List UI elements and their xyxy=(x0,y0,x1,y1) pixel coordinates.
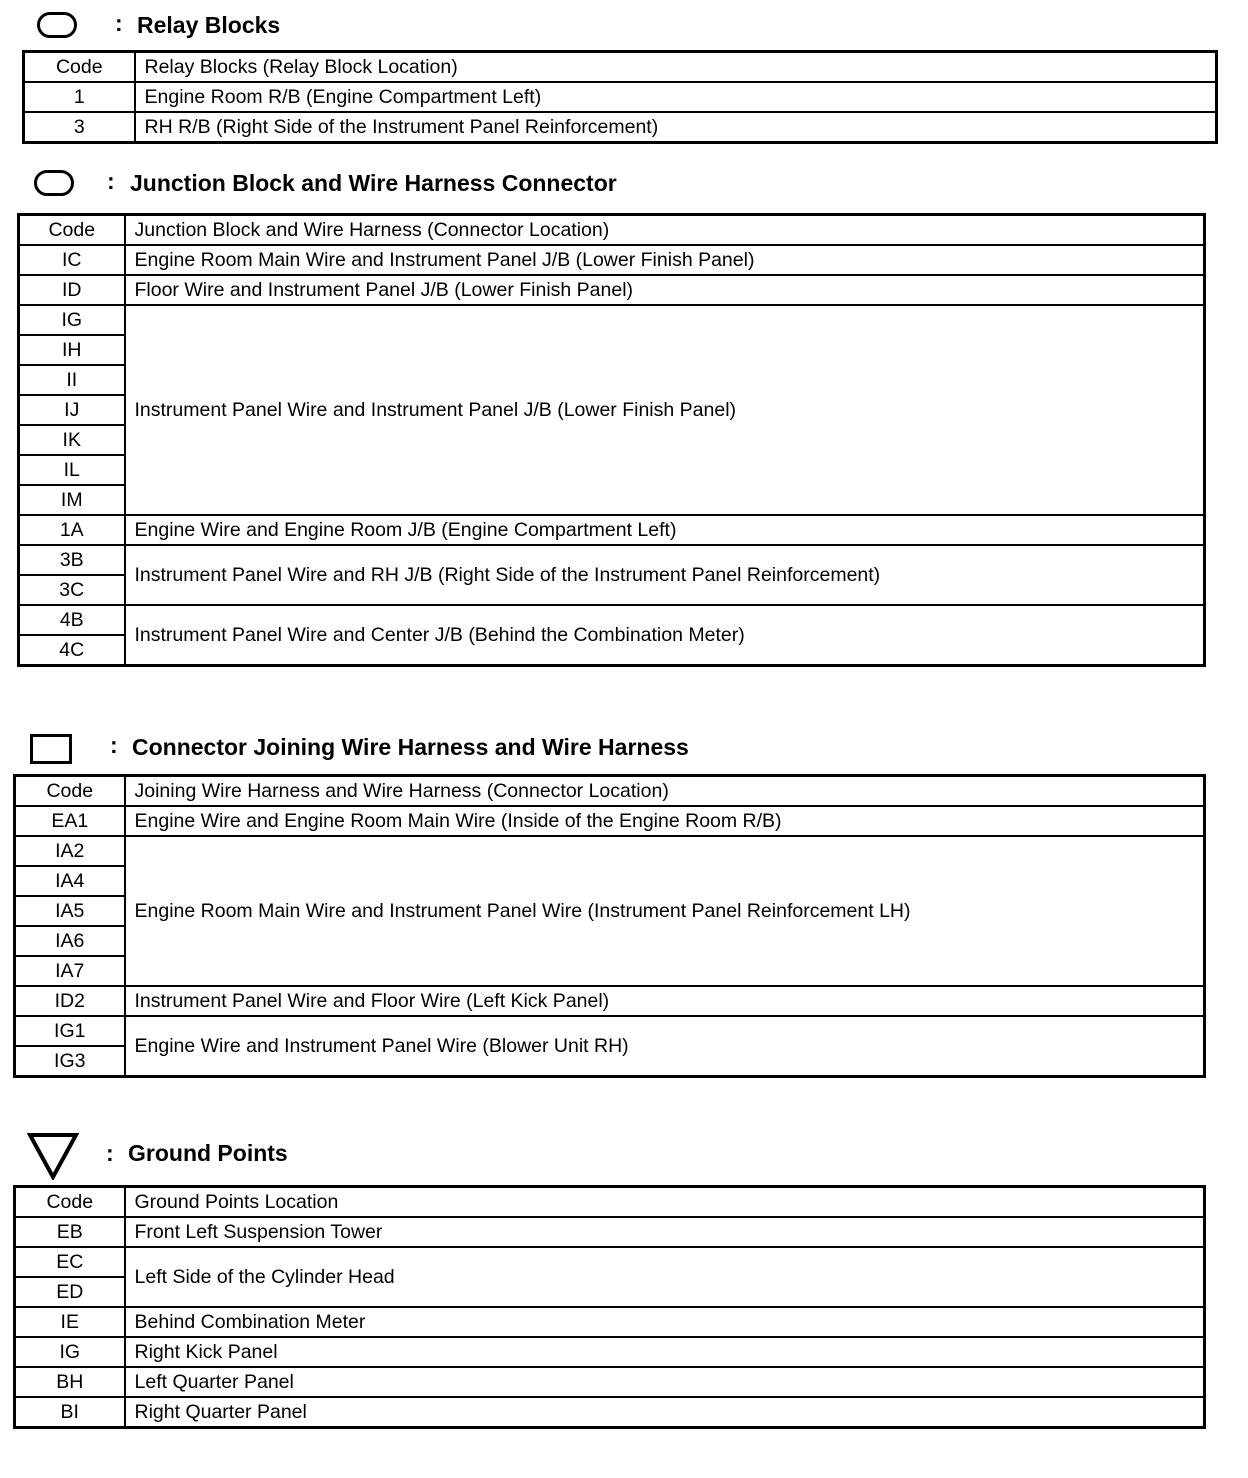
junction-block-title: Junction Block and Wire Harness Connector xyxy=(130,170,617,196)
junction-block-heading xyxy=(0,166,800,202)
code-cell: IG1 xyxy=(15,1016,125,1046)
table-row xyxy=(15,1397,1205,1428)
location-cell: Engine Wire and Instrument Panel Wire (Blower Unit RH) xyxy=(125,1016,1205,1077)
connector-joining-table xyxy=(13,774,1206,1078)
table-row xyxy=(15,1247,1205,1277)
relay-blocks-title: Relay Blocks xyxy=(137,12,281,38)
heading-colon: : xyxy=(106,1140,114,1166)
code-cell: IG xyxy=(19,305,125,335)
junction-block-oval-icon xyxy=(34,170,74,196)
location-cell: Instrument Panel Wire and RH J/B (Right Side of the Instrument Panel Reinforcement) xyxy=(125,545,1205,605)
code-cell: 4C xyxy=(19,635,125,666)
table-row xyxy=(15,1217,1205,1247)
location-cell: Right Kick Panel xyxy=(125,1337,1205,1367)
table-header-row xyxy=(24,52,1217,83)
code-cell: BI xyxy=(15,1397,125,1428)
code-cell: II xyxy=(19,365,125,395)
location-cell: Behind Combination Meter xyxy=(125,1307,1205,1337)
location-cell: Left Side of the Cylinder Head xyxy=(125,1247,1205,1307)
relay-block-oval-icon xyxy=(37,12,77,38)
table-row xyxy=(15,1367,1205,1397)
location-cell: RH R/B (Right Side of the Instrument Panel Reinforcement) xyxy=(135,112,1217,143)
junction-block-table xyxy=(17,213,1206,667)
code-cell: 4B xyxy=(19,605,125,635)
location-cell: Right Quarter Panel xyxy=(125,1397,1205,1428)
heading-colon: : xyxy=(115,10,123,36)
table-row xyxy=(19,245,1205,275)
location-cell: Engine Room Main Wire and Instrument Panel J/B (Lower Finish Panel) xyxy=(125,245,1205,275)
ground-points-table xyxy=(13,1185,1206,1429)
table-row xyxy=(15,836,1205,866)
code-cell: BH xyxy=(15,1367,125,1397)
code-cell: IE xyxy=(15,1307,125,1337)
relay-blocks-table xyxy=(22,50,1218,144)
code-cell: IH xyxy=(19,335,125,365)
code-cell: 3 xyxy=(24,112,135,143)
location-header: Joining Wire Harness and Wire Harness (Connector Location) xyxy=(125,776,1205,807)
location-cell: Left Quarter Panel xyxy=(125,1367,1205,1397)
location-cell: Instrument Panel Wire and Center J/B (Behind the Combination Meter) xyxy=(125,605,1205,666)
code-cell: EB xyxy=(15,1217,125,1247)
code-header: Code xyxy=(19,215,125,246)
code-cell: IA4 xyxy=(15,866,125,896)
location-cell: Engine Wire and Engine Room Main Wire (Inside of the Engine Room R/B) xyxy=(125,806,1205,836)
location-cell: Instrument Panel Wire and Instrument Panel J/B (Lower Finish Panel) xyxy=(125,305,1205,515)
table-row xyxy=(24,112,1217,143)
code-cell: IC xyxy=(19,245,125,275)
table-row xyxy=(15,986,1205,1016)
code-cell: IM xyxy=(19,485,125,515)
code-cell: IG3 xyxy=(15,1046,125,1077)
location-header: Ground Points Location xyxy=(125,1187,1205,1218)
code-cell: IA7 xyxy=(15,956,125,986)
code-cell: 3B xyxy=(19,545,125,575)
table-row xyxy=(19,275,1205,305)
table-row xyxy=(19,545,1205,575)
connector-joining-title: Connector Joining Wire Harness and Wire Harness xyxy=(132,734,689,760)
code-cell: 1A xyxy=(19,515,125,545)
location-header: Junction Block and Wire Harness (Connector Location) xyxy=(125,215,1205,246)
code-cell: ED xyxy=(15,1277,125,1307)
code-header: Code xyxy=(24,52,135,83)
location-cell: Engine Wire and Engine Room J/B (Engine Compartment Left) xyxy=(125,515,1205,545)
location-cell: Engine Room Main Wire and Instrument Panel Wire (Instrument Panel Reinforcement LH) xyxy=(125,836,1205,986)
location-header: Relay Blocks (Relay Block Location) xyxy=(135,52,1217,83)
table-header-row xyxy=(15,776,1205,807)
table-header-row xyxy=(19,215,1205,246)
code-cell: IA2 xyxy=(15,836,125,866)
ground-triangle-icon xyxy=(27,1132,79,1186)
code-cell: ID xyxy=(19,275,125,305)
ground-points-heading xyxy=(0,1130,600,1182)
table-row xyxy=(15,1307,1205,1337)
table-row xyxy=(19,305,1205,335)
table-row xyxy=(15,1016,1205,1046)
code-cell: IL xyxy=(19,455,125,485)
heading-colon: : xyxy=(110,732,118,758)
code-cell: IA6 xyxy=(15,926,125,956)
code-cell: 3C xyxy=(19,575,125,605)
heading-colon: : xyxy=(107,168,115,194)
connector-joining-heading xyxy=(0,728,800,768)
location-cell: Front Left Suspension Tower xyxy=(125,1217,1205,1247)
code-cell: ID2 xyxy=(15,986,125,1016)
table-row xyxy=(15,806,1205,836)
code-cell: IA5 xyxy=(15,896,125,926)
code-cell: EC xyxy=(15,1247,125,1277)
code-cell: IK xyxy=(19,425,125,455)
relay-blocks-heading xyxy=(0,8,600,44)
table-row xyxy=(19,515,1205,545)
location-cell: Instrument Panel Wire and Floor Wire (Left Kick Panel) xyxy=(125,986,1205,1016)
connector-rect-icon xyxy=(30,734,72,764)
code-cell: IJ xyxy=(19,395,125,425)
location-cell: Floor Wire and Instrument Panel J/B (Lower Finish Panel) xyxy=(125,275,1205,305)
table-row xyxy=(24,82,1217,112)
table-header-row xyxy=(15,1187,1205,1218)
code-cell: IG xyxy=(15,1337,125,1367)
location-cell: Engine Room R/B (Engine Compartment Left) xyxy=(135,82,1217,112)
ground-points-title: Ground Points xyxy=(128,1140,288,1166)
code-header: Code xyxy=(15,1187,125,1218)
code-cell: EA1 xyxy=(15,806,125,836)
code-header: Code xyxy=(15,776,125,807)
code-cell: 1 xyxy=(24,82,135,112)
table-row xyxy=(19,605,1205,635)
table-row xyxy=(15,1337,1205,1367)
